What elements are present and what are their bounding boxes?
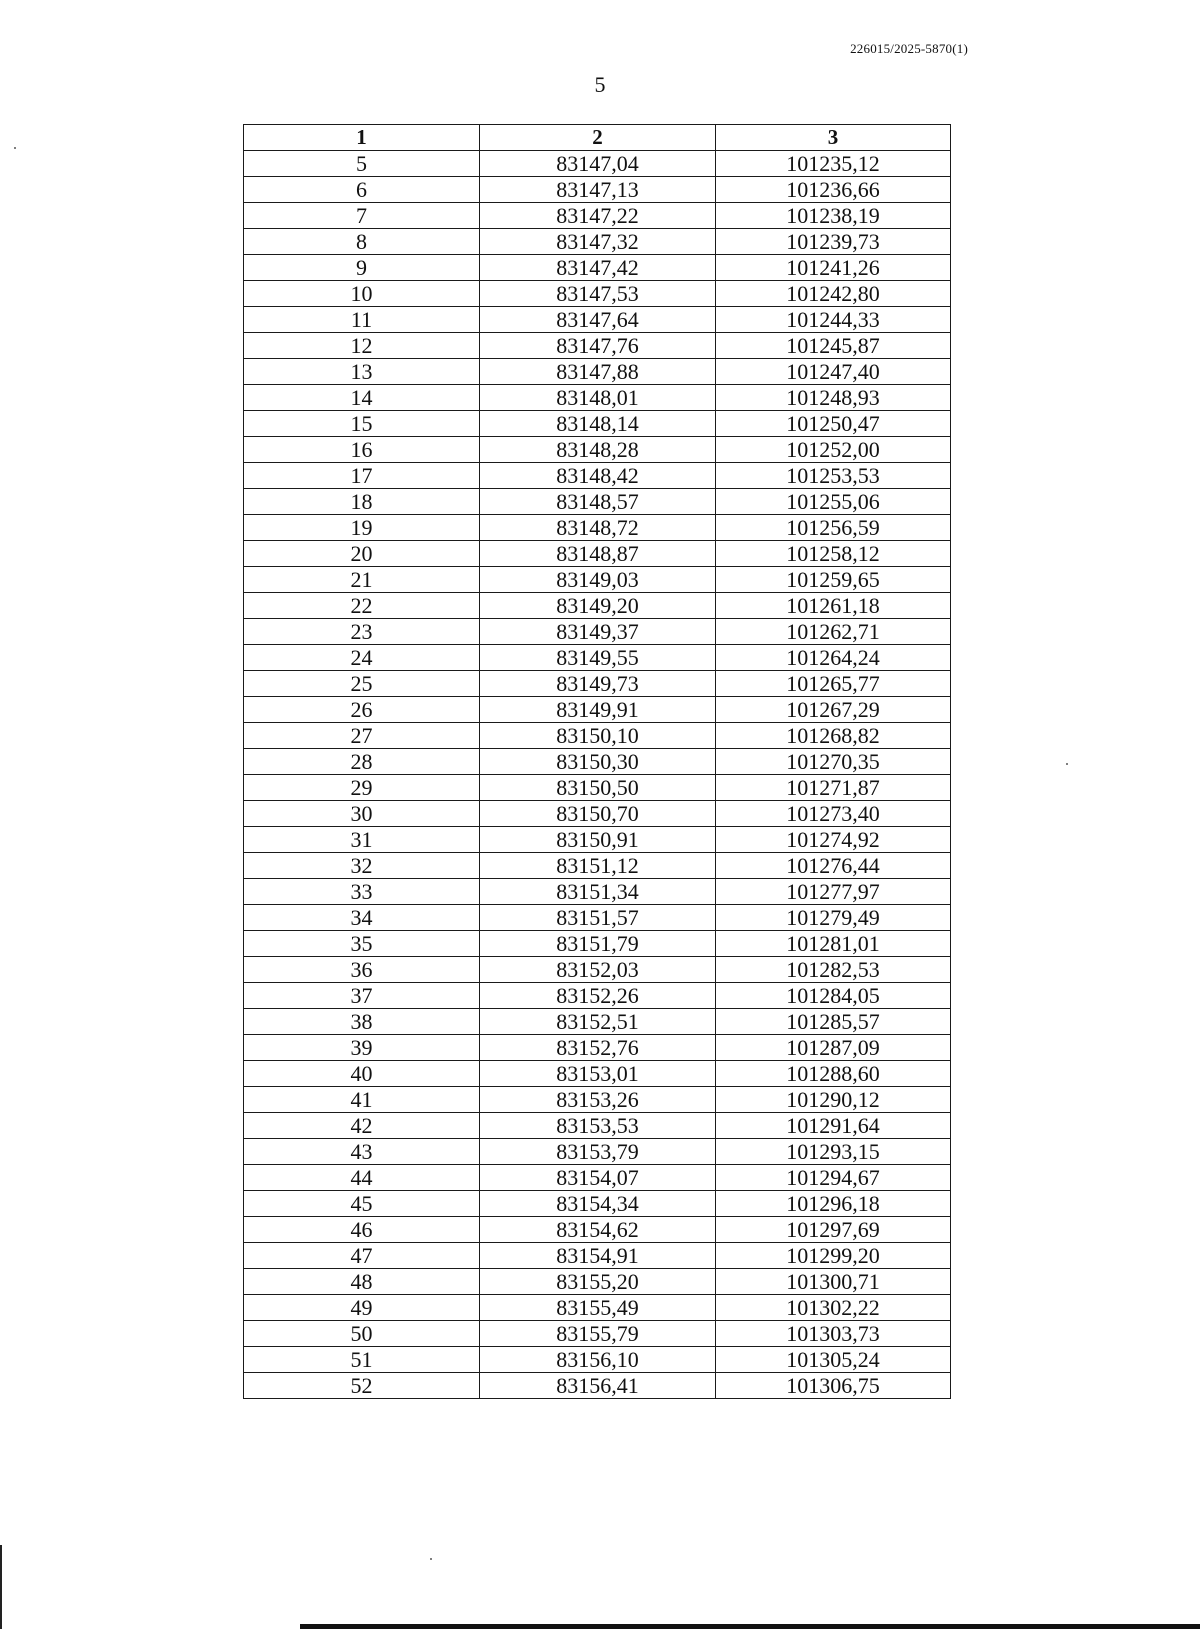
table-row: [244, 1035, 951, 1061]
table-row: [244, 411, 951, 437]
x-coordinate-cell: 83153,26: [480, 1087, 716, 1113]
point-number-cell: 40: [244, 1061, 480, 1087]
x-coordinate-cell: 83150,30: [480, 749, 716, 775]
x-coordinate-cell: 83148,72: [480, 515, 716, 541]
x-coordinate-cell: 83147,88: [480, 359, 716, 385]
y-coordinate-cell: 101279,49: [716, 905, 951, 931]
point-number-cell: 44: [244, 1165, 480, 1191]
table-row: [244, 671, 951, 697]
y-coordinate-cell: 101306,75: [716, 1373, 951, 1399]
x-coordinate-cell: 83147,76: [480, 333, 716, 359]
table-row: [244, 541, 951, 567]
y-coordinate-cell: 101293,15: [716, 1139, 951, 1165]
y-coordinate-cell: 101305,24: [716, 1347, 951, 1373]
point-number-cell: 20: [244, 541, 480, 567]
point-number-cell: 51: [244, 1347, 480, 1373]
table-header-row: [244, 125, 951, 151]
point-number-cell: 48: [244, 1269, 480, 1295]
y-coordinate-cell: 101255,06: [716, 489, 951, 515]
table-row: [244, 853, 951, 879]
y-coordinate-cell: 101273,40: [716, 801, 951, 827]
point-number-cell: 14: [244, 385, 480, 411]
point-number-cell: 27: [244, 723, 480, 749]
y-coordinate-cell: 101282,53: [716, 957, 951, 983]
coordinates-table-wrapper: [243, 124, 950, 1399]
point-number-cell: 9: [244, 255, 480, 281]
point-number-cell: 52: [244, 1373, 480, 1399]
table-row: [244, 879, 951, 905]
table-row: [244, 515, 951, 541]
y-coordinate-cell: 101252,00: [716, 437, 951, 463]
point-number-cell: 32: [244, 853, 480, 879]
y-coordinate-cell: 101294,67: [716, 1165, 951, 1191]
y-coordinate-cell: 101287,09: [716, 1035, 951, 1061]
x-coordinate-cell: 83150,50: [480, 775, 716, 801]
point-number-cell: 24: [244, 645, 480, 671]
point-number-cell: 41: [244, 1087, 480, 1113]
point-number-cell: 33: [244, 879, 480, 905]
table-row: [244, 385, 951, 411]
point-number-cell: 18: [244, 489, 480, 515]
y-coordinate-cell: 101297,69: [716, 1217, 951, 1243]
y-coordinate-cell: 101256,59: [716, 515, 951, 541]
y-coordinate-cell: 101268,82: [716, 723, 951, 749]
point-number-cell: 43: [244, 1139, 480, 1165]
x-coordinate-cell: 83152,76: [480, 1035, 716, 1061]
table-row: [244, 957, 951, 983]
table-row: [244, 437, 951, 463]
point-number-cell: 19: [244, 515, 480, 541]
point-number-cell: 28: [244, 749, 480, 775]
point-number-cell: 10: [244, 281, 480, 307]
scan-edge-mark: [0, 1545, 2, 1629]
table-row: [244, 1113, 951, 1139]
x-coordinate-cell: 83154,62: [480, 1217, 716, 1243]
point-number-cell: 25: [244, 671, 480, 697]
y-coordinate-cell: 101271,87: [716, 775, 951, 801]
x-coordinate-cell: 83156,41: [480, 1373, 716, 1399]
table-row: [244, 151, 951, 177]
table-row: [244, 1217, 951, 1243]
point-number-cell: 45: [244, 1191, 480, 1217]
point-number-cell: 49: [244, 1295, 480, 1321]
table-row: [244, 983, 951, 1009]
table-row: [244, 905, 951, 931]
y-coordinate-cell: 101270,35: [716, 749, 951, 775]
x-coordinate-cell: 83152,51: [480, 1009, 716, 1035]
table-row: [244, 697, 951, 723]
point-number-cell: 8: [244, 229, 480, 255]
x-coordinate-cell: 83147,53: [480, 281, 716, 307]
x-coordinate-cell: 83148,28: [480, 437, 716, 463]
x-coordinate-cell: 83151,57: [480, 905, 716, 931]
table-row: [244, 593, 951, 619]
x-coordinate-cell: 83148,42: [480, 463, 716, 489]
table-row: [244, 931, 951, 957]
table-row: [244, 1373, 951, 1399]
y-coordinate-cell: 101288,60: [716, 1061, 951, 1087]
scan-speck: [14, 147, 16, 149]
table-row: [244, 619, 951, 645]
scan-speck: [1066, 763, 1068, 765]
x-coordinate-cell: 83147,42: [480, 255, 716, 281]
y-coordinate-cell: 101290,12: [716, 1087, 951, 1113]
x-coordinate-cell: 83147,22: [480, 203, 716, 229]
y-coordinate-cell: 101302,22: [716, 1295, 951, 1321]
table-row: [244, 359, 951, 385]
table-row: [244, 255, 951, 281]
point-number-cell: 29: [244, 775, 480, 801]
point-number-cell: 7: [244, 203, 480, 229]
coordinates-table: [243, 124, 951, 1399]
y-coordinate-cell: 101274,92: [716, 827, 951, 853]
y-coordinate-cell: 101296,18: [716, 1191, 951, 1217]
table-row: [244, 1139, 951, 1165]
column-header-2: 2: [480, 125, 716, 151]
point-number-cell: 31: [244, 827, 480, 853]
x-coordinate-cell: 83154,34: [480, 1191, 716, 1217]
table-row: [244, 463, 951, 489]
x-coordinate-cell: 83151,12: [480, 853, 716, 879]
x-coordinate-cell: 83151,34: [480, 879, 716, 905]
table-row: [244, 749, 951, 775]
x-coordinate-cell: 83156,10: [480, 1347, 716, 1373]
table-row: [244, 1295, 951, 1321]
point-number-cell: 34: [244, 905, 480, 931]
y-coordinate-cell: 101264,24: [716, 645, 951, 671]
table-row: [244, 567, 951, 593]
x-coordinate-cell: 83148,14: [480, 411, 716, 437]
column-header-1: 1: [244, 125, 480, 151]
y-coordinate-cell: 101238,19: [716, 203, 951, 229]
x-coordinate-cell: 83149,73: [480, 671, 716, 697]
y-coordinate-cell: 101276,44: [716, 853, 951, 879]
x-coordinate-cell: 83149,37: [480, 619, 716, 645]
x-coordinate-cell: 83147,64: [480, 307, 716, 333]
y-coordinate-cell: 101262,71: [716, 619, 951, 645]
table-row: [244, 1061, 951, 1087]
table-row: [244, 1347, 951, 1373]
table-row: [244, 203, 951, 229]
table-row: [244, 1243, 951, 1269]
table-row: [244, 1191, 951, 1217]
point-number-cell: 26: [244, 697, 480, 723]
point-number-cell: 47: [244, 1243, 480, 1269]
x-coordinate-cell: 83149,20: [480, 593, 716, 619]
table-row: [244, 229, 951, 255]
x-coordinate-cell: 83155,20: [480, 1269, 716, 1295]
table-row: [244, 281, 951, 307]
x-coordinate-cell: 83147,04: [480, 151, 716, 177]
table-row: [244, 723, 951, 749]
table-row: [244, 489, 951, 515]
point-number-cell: 17: [244, 463, 480, 489]
x-coordinate-cell: 83148,87: [480, 541, 716, 567]
table-row: [244, 307, 951, 333]
scan-speck: [430, 1558, 432, 1560]
y-coordinate-cell: 101300,71: [716, 1269, 951, 1295]
point-number-cell: 16: [244, 437, 480, 463]
table-row: [244, 1087, 951, 1113]
point-number-cell: 6: [244, 177, 480, 203]
table-row: [244, 177, 951, 203]
point-number-cell: 13: [244, 359, 480, 385]
x-coordinate-cell: 83150,70: [480, 801, 716, 827]
point-number-cell: 22: [244, 593, 480, 619]
y-coordinate-cell: 101245,87: [716, 333, 951, 359]
y-coordinate-cell: 101291,64: [716, 1113, 951, 1139]
y-coordinate-cell: 101235,12: [716, 151, 951, 177]
point-number-cell: 12: [244, 333, 480, 359]
x-coordinate-cell: 83147,32: [480, 229, 716, 255]
y-coordinate-cell: 101267,29: [716, 697, 951, 723]
x-coordinate-cell: 83153,01: [480, 1061, 716, 1087]
y-coordinate-cell: 101244,33: [716, 307, 951, 333]
y-coordinate-cell: 101285,57: [716, 1009, 951, 1035]
x-coordinate-cell: 83149,03: [480, 567, 716, 593]
y-coordinate-cell: 101259,65: [716, 567, 951, 593]
x-coordinate-cell: 83149,91: [480, 697, 716, 723]
table-row: [244, 1269, 951, 1295]
x-coordinate-cell: 83154,91: [480, 1243, 716, 1269]
y-coordinate-cell: 101242,80: [716, 281, 951, 307]
column-header-3: 3: [716, 125, 951, 151]
y-coordinate-cell: 101303,73: [716, 1321, 951, 1347]
point-number-cell: 11: [244, 307, 480, 333]
bottom-rule: [300, 1624, 1200, 1629]
x-coordinate-cell: 83153,53: [480, 1113, 716, 1139]
point-number-cell: 15: [244, 411, 480, 437]
x-coordinate-cell: 83153,79: [480, 1139, 716, 1165]
table-row: [244, 645, 951, 671]
point-number-cell: 37: [244, 983, 480, 1009]
x-coordinate-cell: 83149,55: [480, 645, 716, 671]
x-coordinate-cell: 83150,91: [480, 827, 716, 853]
page-number: 5: [594, 72, 606, 97]
table-row: [244, 801, 951, 827]
y-coordinate-cell: 101241,26: [716, 255, 951, 281]
table-row: [244, 333, 951, 359]
point-number-cell: 39: [244, 1035, 480, 1061]
point-number-cell: 50: [244, 1321, 480, 1347]
x-coordinate-cell: 83148,57: [480, 489, 716, 515]
table-row: [244, 775, 951, 801]
table-body: [244, 151, 951, 1399]
x-coordinate-cell: 83151,79: [480, 931, 716, 957]
y-coordinate-cell: 101250,47: [716, 411, 951, 437]
point-number-cell: 30: [244, 801, 480, 827]
y-coordinate-cell: 101261,18: [716, 593, 951, 619]
table-row: [244, 1321, 951, 1347]
document-number: 226015/2025-5870(1): [850, 41, 968, 56]
y-coordinate-cell: 101258,12: [716, 541, 951, 567]
x-coordinate-cell: 83155,49: [480, 1295, 716, 1321]
table-row: [244, 1009, 951, 1035]
y-coordinate-cell: 101239,73: [716, 229, 951, 255]
y-coordinate-cell: 101265,77: [716, 671, 951, 697]
x-coordinate-cell: 83148,01: [480, 385, 716, 411]
x-coordinate-cell: 83150,10: [480, 723, 716, 749]
table-row: [244, 827, 951, 853]
point-number-cell: 36: [244, 957, 480, 983]
x-coordinate-cell: 83152,03: [480, 957, 716, 983]
y-coordinate-cell: 101247,40: [716, 359, 951, 385]
point-number-cell: 46: [244, 1217, 480, 1243]
point-number-cell: 35: [244, 931, 480, 957]
x-coordinate-cell: 83154,07: [480, 1165, 716, 1191]
point-number-cell: 5: [244, 151, 480, 177]
y-coordinate-cell: 101299,20: [716, 1243, 951, 1269]
x-coordinate-cell: 83155,79: [480, 1321, 716, 1347]
y-coordinate-cell: 101248,93: [716, 385, 951, 411]
y-coordinate-cell: 101277,97: [716, 879, 951, 905]
y-coordinate-cell: 101253,53: [716, 463, 951, 489]
y-coordinate-cell: 101284,05: [716, 983, 951, 1009]
x-coordinate-cell: 83152,26: [480, 983, 716, 1009]
y-coordinate-cell: 101281,01: [716, 931, 951, 957]
x-coordinate-cell: 83147,13: [480, 177, 716, 203]
point-number-cell: 21: [244, 567, 480, 593]
y-coordinate-cell: 101236,66: [716, 177, 951, 203]
point-number-cell: 42: [244, 1113, 480, 1139]
table-row: [244, 1165, 951, 1191]
point-number-cell: 38: [244, 1009, 480, 1035]
point-number-cell: 23: [244, 619, 480, 645]
